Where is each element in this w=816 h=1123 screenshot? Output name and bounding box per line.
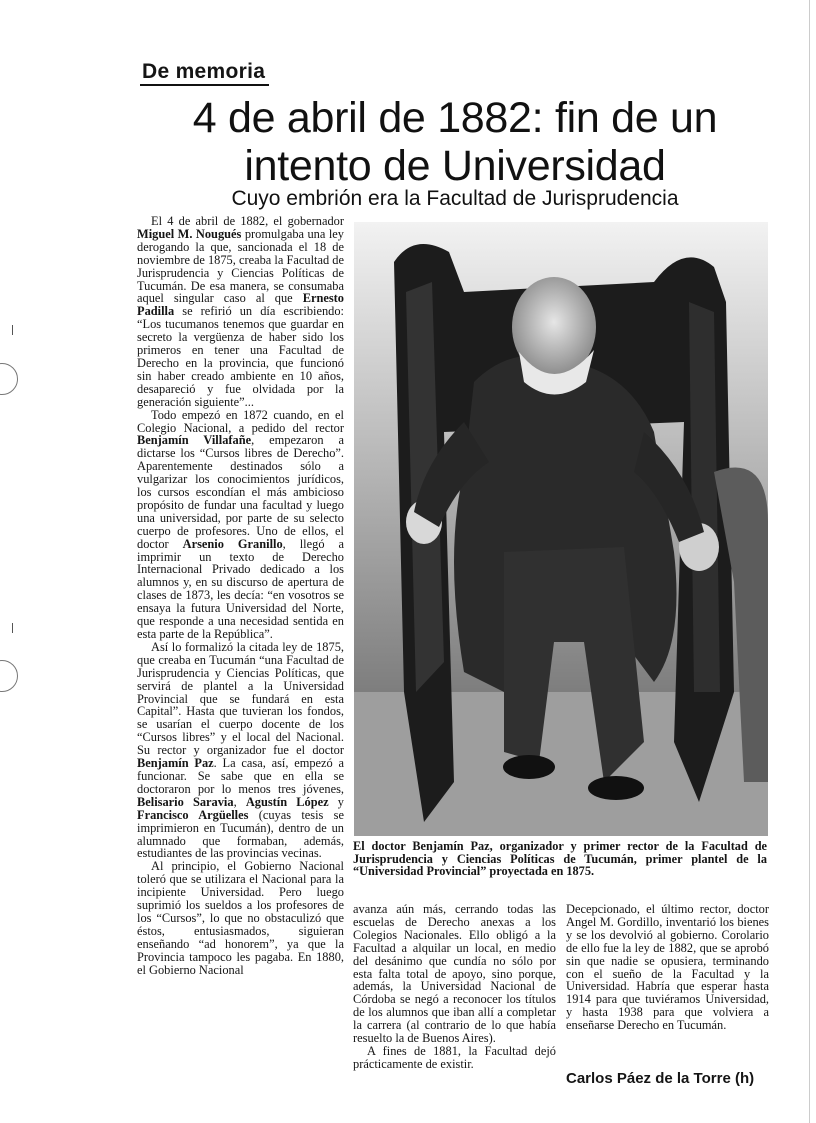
subheadline: Cuyo embrión era la Facultad de Jurisprudencia [231,187,679,210]
article-paragraph [137,641,344,860]
text-run: Así lo formalizó la citada ley de 1875, que creaba en Tucumán “una Facultad de Jurisprudencia y Ciencias Políticas, que servirá de plantel a la Universidad Provincial que se fundará en esta Capital”. Hasta que tuvieran los fondos, se usarían el cuerpo docente de los “Cursos libres” y el local del Nacional. Su rector y organizador fue el doctor [137,639,344,758]
text-run: (cuyas tesis se imprimieron en Tucumán), dentro de un alumnado que formaban, además, estudiantes de las provincias vecinas. [137,807,344,861]
text-run: Al principio, el Gobierno Nacional toleró que se utilizara el Nacional para la incipiente Universidad. Pero luego suprimió los sueldos a los profesores de los “Cursos”, lo que no obstaculizó que éstos, entusiasmados, siguieran enseñando “ad honorem”, ya que la Provincia tampoco les pagaba. En 1880, el Gobierno Nacional [137,859,344,977]
text-run: promulgaba una ley derogando la que, sancionada el 18 de noviembre de 1875, creaba la Facultad de Jurisprudencia y Ciencias Políticas de Tucumán. De esa manera, se consumaba aquel singular caso al que [137,226,344,306]
text-run: . La casa, así, empezó a funcionar. Se sabe que en ella se doctoraron por lo menos tres jóvenes, [137,756,344,796]
article-paragraph [566,903,769,1032]
person-name: Miguel M. Nougués [137,226,242,241]
text-run: Decepcionado, el último rector, doctor Angel M. Gordillo, inventarió los bienes y se los devolvió al gobierno. Corolario de ello fue la ley de 1882, que se aprobó sin que nadie se opusiera, terminando con el sueño de la Facultad y la Universidad. Habría que esperar hasta 1914 para que tuviéramos Universidad, y hasta 1938 para que volviera a enseñarse Derecho en Tucumán. [566,902,769,1033]
text-run: El 4 de abril de 1882, el gobernador [151,214,344,228]
text-run: , [233,794,246,809]
text-run: , llegó a imprimir un texto de Derecho Internacional Privado dedicado a los alumnos y, en su discurso de apertura de clases de 1873, les decía: “en vosotros se ensaya la futura Universidad del Norte, que responde a una necesidad sentida en esta parte de la República”. [137,536,344,641]
scan-mark [12,623,13,633]
person-name: Belisario Saravia [137,794,234,809]
text-run: A fines de 1881, la Facultad dejó prácticamente de existir. [353,1043,556,1071]
article-paragraph [137,409,344,641]
punch-hole-top [0,363,18,395]
person-name: Agustín López [245,794,329,809]
article-paragraph [137,215,344,409]
section-label: De memoria [140,60,269,86]
article-paragraph [137,860,344,976]
scan-mark [12,325,13,335]
person-name: Ernesto Padilla [137,291,344,319]
text-run: avanza aún más, cerrando todas las escuelas de Derecho anexas a los Colegios Nacionales. Ello obligó a la Facultad a alquilar un local, en medio del desánimo que cundía no sólo por esta falta total de apoyo, sino porque, además, la Universidad Nacional de Córdoba se negó a reconocer los títulos de los alumnos que iban allí a completar la carrera (al contrario de lo que había resuelto la de Buenos Aires). [353,902,556,1046]
portrait-photo [354,222,768,836]
person-name: Francisco Argüelles [137,807,249,822]
text-run: y [328,794,344,809]
person-name: Benjamín Paz [137,756,214,771]
text-run: , empezaron a dictarse los “Cursos libres de Derecho”. Aparentemente destinados sólo a vulgarizar los conocimientos jurídicos, los cursos escondían el más ambicioso propósito de fundar una facultad y luego una universidad, por parte de su selecto cuerpo de profesores. Uno de ellos, el doctor [137,433,344,551]
photo-illustration [354,222,768,836]
article-paragraph [353,903,556,1045]
page-edge [809,0,810,1123]
text-run: Todo empezó en 1872 cuando, en el Colegio Nacional, a pedido del rector [137,407,344,435]
text-run: se refirió un día escribiendo: “Los tucumanos tenemos que guardar en secreto la vergüenza de haber sido los primeros en tener una Facultad de Derecho en la provincia, que funcionó sin haber creado ambiente en 10 años, desapareció y fue olvidada por la generación siguiente”... [137,304,344,409]
article-column-1 [137,215,344,976]
article-paragraph [353,1045,556,1071]
article-column-3 [566,903,769,1032]
author-byline: Carlos Páez de la Torre (h) [566,1070,755,1087]
person-name: Benjamín Villafañe [137,433,252,448]
article-column-2 [353,903,556,1071]
person-name: Arsenio Granillo [182,536,283,551]
headline: 4 de abril de 1882: fin de un intento de Universidad [192,94,718,190]
punch-hole-bottom [0,660,18,692]
photo-caption: El doctor Benjamín Paz, organizador y primer rector de la Facultad de Jurisprudencia y Ciencias Políticas de Tucumán, primer plantel de la “Universidad Provincial” proyectada en 1875. [353,839,767,879]
